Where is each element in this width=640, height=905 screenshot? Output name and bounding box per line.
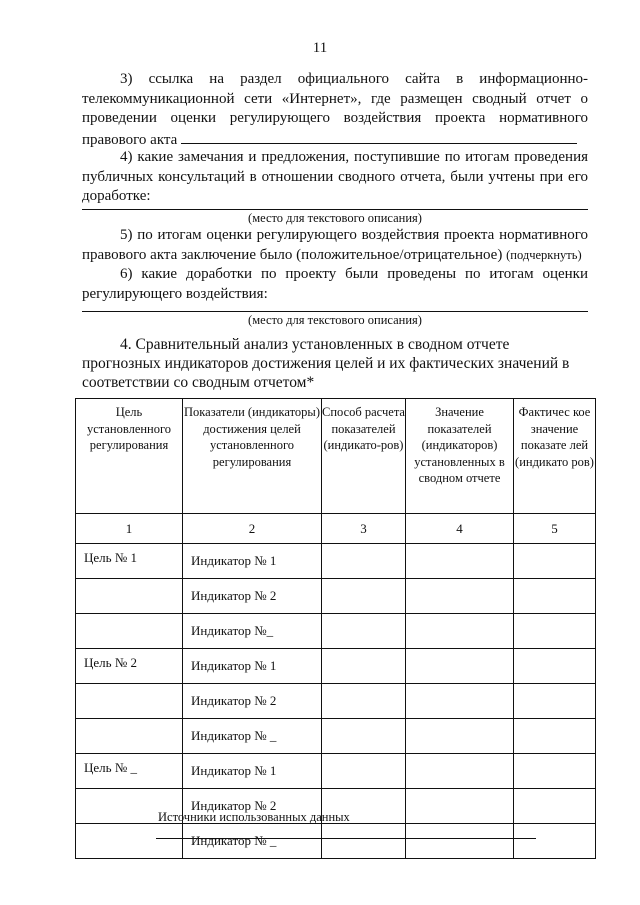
empty-cell (406, 789, 514, 824)
column-number: 5 (514, 514, 596, 544)
table-row (76, 754, 596, 789)
empty-cell (322, 544, 406, 579)
empty-cell (514, 754, 596, 789)
table-row (76, 649, 596, 684)
goal-cell (76, 684, 183, 719)
table-number-row (76, 514, 596, 544)
empty-cell (322, 684, 406, 719)
indicator-cell: Индикатор № 2 (183, 789, 322, 824)
item-6-fill-line (82, 311, 588, 312)
empty-cell (514, 824, 596, 859)
indicator-cell: Индикатор №_ (183, 614, 322, 649)
item-5-note: (подчеркнуть) (506, 247, 582, 262)
empty-cell (406, 579, 514, 614)
item-3-text: 3) ссылка на раздел официального сайта в информационно-телекоммуникационной сети «Интернет», где размещен сводный отчет о проведении оценки регулирующего воздействия проекта нормативного правового акта (82, 71, 588, 148)
indicator-cell: Индикатор № _ (183, 719, 322, 754)
item-6-caption: (место для текстового описания) (248, 313, 422, 327)
empty-cell (406, 614, 514, 649)
page-number: 11 (312, 40, 328, 56)
table-header-row (76, 399, 596, 514)
indicator-cell: Индикатор № 1 (183, 544, 322, 579)
goal-cell: Цель № 2 (76, 649, 183, 684)
item-4-caption: (место для текстового описания) (248, 211, 422, 225)
column-number: 4 (406, 514, 514, 544)
indicator-cell: Индикатор № 1 (183, 754, 322, 789)
item-5-conclusion (82, 226, 588, 265)
goal-cell (76, 579, 183, 614)
goal-cell: Цель № 1 (76, 544, 183, 579)
item-6-text: 6) какие доработки по проекту были проведены по итогам оценки регулирующего воздействия: (82, 266, 588, 302)
empty-cell (322, 614, 406, 649)
table-row (76, 544, 596, 579)
empty-cell (406, 824, 514, 859)
sources-fill-line (156, 838, 536, 839)
column-number: 3 (322, 514, 406, 544)
column-number: 1 (76, 514, 183, 544)
empty-cell (406, 754, 514, 789)
empty-cell (514, 684, 596, 719)
item-3-fill-line (181, 129, 577, 144)
empty-cell (514, 719, 596, 754)
indicator-cell: Индикатор № 2 (183, 684, 322, 719)
table-row (76, 824, 596, 859)
item-4-fill-line (82, 209, 588, 210)
item-5-text: 5) по итогам оценки регулирующего воздействия проекта нормативного правового акта заключение было (положительное/отрицательное) (82, 227, 588, 263)
item-3-link-to-report (82, 70, 588, 150)
empty-cell (514, 544, 596, 579)
header-calc-method: Способ расчета показателей (индикато-ров) (322, 399, 406, 514)
goal-cell (76, 719, 183, 754)
table-row (76, 614, 596, 649)
goal-cell: Цель № _ (76, 754, 183, 789)
empty-cell (322, 754, 406, 789)
comparison-table (75, 398, 596, 859)
indicator-cell: Индикатор № _ (183, 824, 322, 859)
empty-cell (406, 719, 514, 754)
empty-cell (514, 614, 596, 649)
goal-cell (76, 824, 183, 859)
header-actual-values: Фактичес кое значение показате лей (индикато ров) (514, 399, 596, 514)
empty-cell (322, 649, 406, 684)
empty-cell (514, 649, 596, 684)
header-report-values: Значение показателей (индикаторов) установленных в сводном отчете (406, 399, 514, 514)
empty-cell (322, 579, 406, 614)
empty-cell (322, 824, 406, 859)
table-row (76, 684, 596, 719)
empty-cell (514, 579, 596, 614)
indicator-cell: Индикатор № 1 (183, 649, 322, 684)
indicator-cell: Индикатор № 2 (183, 579, 322, 614)
header-indicators: Показатели (индикаторы) достижения целей установленного регулирования (183, 399, 322, 514)
section-4-heading: 4. Сравнительный анализ установленных в сводном отчете прогнозных индикаторов достижения целей и их фактических значений в соответствии со сводным отчетом* (82, 336, 570, 391)
empty-cell (514, 789, 596, 824)
table-row (76, 579, 596, 614)
empty-cell (406, 649, 514, 684)
column-number: 2 (183, 514, 322, 544)
table-row (76, 719, 596, 754)
goal-cell (76, 614, 183, 649)
empty-cell (406, 684, 514, 719)
item-4-text: 4) какие замечания и предложения, поступившие по итогам проведения публичных консультаций в отношении сводного отчета, были учтены при его доработке: (82, 149, 588, 204)
sources-label: Источники использованных данных (158, 810, 350, 824)
header-goal: Цель установленного регулирования (76, 399, 183, 514)
empty-cell (406, 544, 514, 579)
empty-cell (322, 719, 406, 754)
